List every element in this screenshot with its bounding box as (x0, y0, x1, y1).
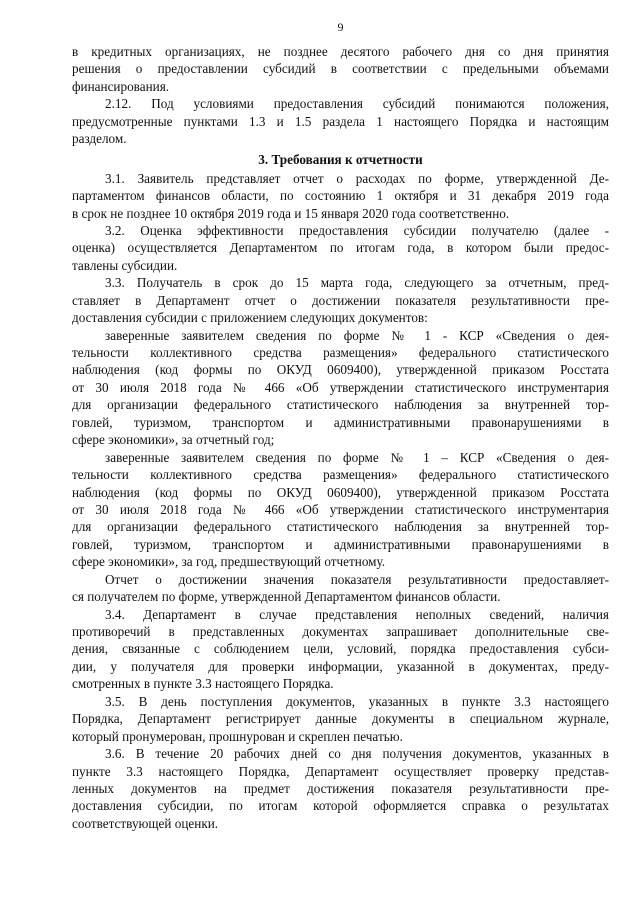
text-line: 3.2. Оценка эффективности предоставления субсидии получателю (далее - (105, 222, 609, 238)
text-line: 3.3. Получатель в срок до 15 марта года, следующего за отчетным, пред- (105, 275, 609, 291)
text-line: 3.4. Департамент в случае представления неполных сведений, наличия (105, 606, 609, 622)
text-line: в кредитных организациях, не позднее десятого рабочего дня со дня принятия (72, 44, 609, 59)
paragraph (72, 43, 609, 95)
page-number: 9 (337, 20, 344, 34)
text-line: противоречий в представленных документах запрашивает дополнительные све- (72, 624, 609, 639)
paragraph (72, 745, 609, 832)
paragraph (72, 449, 609, 571)
text-line: говлей, туризмом, транспортом и административными правонарушениями в (72, 536, 609, 552)
text-line: решения о предоставлении субсидий в соответствии с предельными объемами (72, 61, 609, 77)
text-line: разделом. (72, 131, 127, 147)
text-line: наблюдения (код формы по ОКУД 0609400), утвержденной приказом Росстата (72, 362, 609, 378)
text-line: доставления субсидии с приложением следующих документов: (72, 310, 428, 326)
paragraph (72, 571, 609, 606)
text-line: оценка) осуществляется Департаментом по итогам года, в котором были предос- (72, 240, 609, 256)
text-line: тельности коллективного средства размещения» федерального статистического (72, 345, 609, 360)
text-line: соответствующей оценки. (72, 815, 219, 831)
text-line: предусмотренные пунктами 1.3 и 1.5 раздела 1 настоящего Порядка и настоящим (72, 113, 609, 129)
text-line: доставления субсидии, по итогам которой оформляется справка о результатах (72, 798, 609, 814)
text-line: для организации федерального статистического наблюдения за внутренней тор- (72, 397, 609, 413)
text-line: заверенные заявителем сведения по форме № 1 – КСР «Сведения о дея- (105, 449, 609, 465)
text-line: в срок не позднее 10 октября 2019 года и 15 января 2020 года соответственно. (72, 205, 510, 221)
paragraph (72, 327, 609, 449)
text-line: ся получателем по форме, утвержденной Департаментом финансов области. (72, 589, 501, 605)
text-line: пункте 3.3 настоящего Порядка, Департамент осуществляет проверку представ- (72, 763, 609, 779)
section-3-body (72, 170, 609, 833)
text-line: наблюдения (код формы по ОКУД 0609400), утвержденной приказом Росстата (72, 484, 609, 500)
text-line: дии, у получателя для проверки информации, указанной в документах, преду- (72, 658, 609, 674)
text-line: финансирования. (72, 78, 170, 94)
text-line: партаментом финансов области, по состоянию 1 октября и 31 декабря 2019 года (72, 188, 609, 204)
paragraph (72, 606, 609, 693)
text-line: смотренных в пункте 3.3 настоящего Порядка. (72, 676, 334, 692)
text-line: сфере экономики», за год, предшествующий отчетному. (72, 554, 386, 570)
text-line: от 30 июля 2018 года № 466 «Об утверждении статистического инструментария (72, 501, 609, 517)
text-line: ставляет в Департамент отчет о достижении показателя результативности пре- (72, 292, 609, 308)
paragraph (72, 693, 609, 745)
document-body (72, 34, 609, 832)
paragraph (72, 95, 609, 147)
text-line: Отчет о достижении значения показателя результативности предоставляет- (105, 571, 609, 587)
section-2-continuation (72, 43, 609, 148)
text-line: Порядка, Департамент регистрирует данные документы в специальном журнале, (72, 711, 609, 727)
paragraph (72, 222, 609, 274)
text-line: тавлены субсидии. (72, 257, 178, 273)
text-line: заверенные заявителем сведения по форме № 1 - КСР «Сведения о дея- (105, 327, 609, 343)
text-line: говлей, туризмом, транспортом и административными правонарушениями в (72, 414, 609, 430)
text-line: ленных документов на предмет достижения показателя результативности пре- (72, 780, 609, 796)
text-line: тельности коллективного средства размещения» федерального статистического (72, 467, 609, 483)
text-line: от 30 июля 2018 года № 466 «Об утверждении статистического инструментария (72, 379, 609, 395)
text-line: 3.5. В день поступления документов, указанных в пункте 3.3 настоящего (105, 693, 609, 709)
paragraph (72, 274, 609, 326)
text-line: сфере экономики», за отчетный год; (72, 432, 275, 448)
text-line: который пронумерован, прошнурован и скреплен печатью. (72, 728, 403, 744)
paragraph (72, 170, 609, 222)
text-line: 3.1. Заявитель представляет отчет о расходах по форме, утвержденной Де- (105, 170, 609, 186)
text-line: для организации федерального статистического наблюдения за внутренней тор- (72, 519, 609, 535)
text-line: 3.6. В течение 20 рабочих дней со дня получения документов, указанных в (105, 746, 609, 762)
text-line: 2.12. Под условиями предоставления субсидий понимаются положения, (105, 96, 609, 112)
text-line: дения, связанные с соблюдением цели, условий, порядка предоставления субси- (72, 641, 609, 657)
section-heading: 3. Требования к отчетности (258, 151, 423, 167)
